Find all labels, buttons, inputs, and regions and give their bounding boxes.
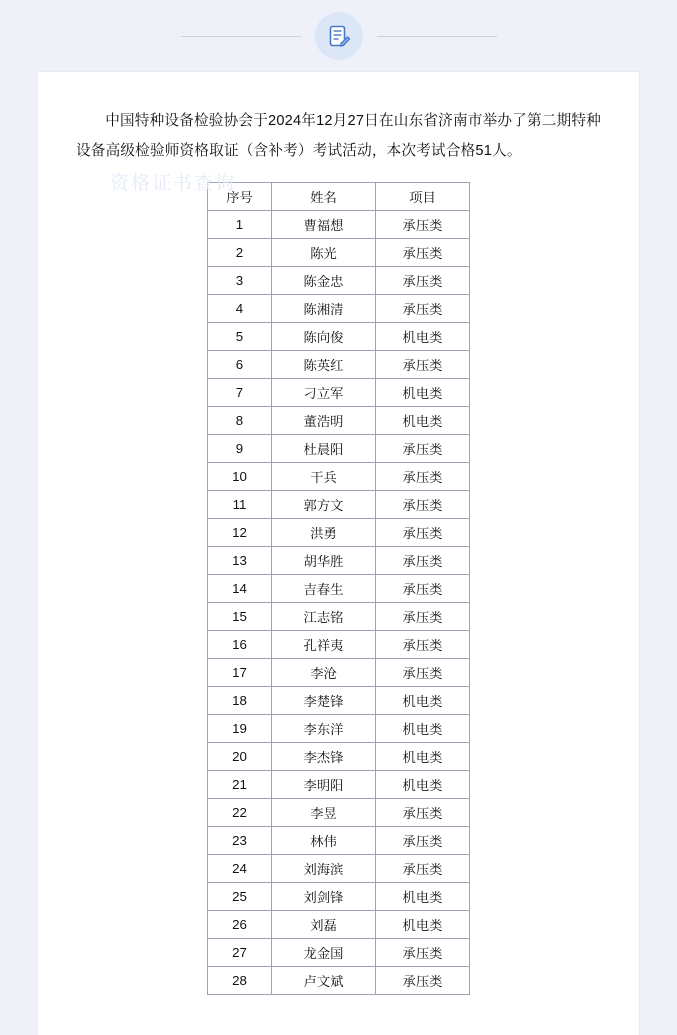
cell-index: 18 <box>208 687 272 715</box>
table-row <box>208 575 470 603</box>
cell-category: 承压类 <box>376 799 470 827</box>
cell-category: 承压类 <box>376 547 470 575</box>
qualified-candidates-table <box>207 182 470 995</box>
cell-index: 2 <box>208 239 272 267</box>
table-row <box>208 463 470 491</box>
cell-name: 陈金忠 <box>272 267 376 295</box>
cell-name: 刘海滨 <box>272 855 376 883</box>
cell-name: 陈光 <box>272 239 376 267</box>
table-row <box>208 435 470 463</box>
cell-name: 郭方文 <box>272 491 376 519</box>
column-header-index: 序号 <box>208 183 272 211</box>
table-row <box>208 267 470 295</box>
cell-name: 刁立军 <box>272 379 376 407</box>
cell-index: 24 <box>208 855 272 883</box>
cell-index: 26 <box>208 911 272 939</box>
cell-category: 机电类 <box>376 883 470 911</box>
column-header-category: 项目 <box>376 183 470 211</box>
cell-category: 机电类 <box>376 323 470 351</box>
cell-category: 机电类 <box>376 407 470 435</box>
cell-index: 14 <box>208 575 272 603</box>
table-row <box>208 743 470 771</box>
cell-name: 曹福想 <box>272 211 376 239</box>
cell-name: 刘剑锋 <box>272 883 376 911</box>
cell-index: 20 <box>208 743 272 771</box>
cell-name: 李沧 <box>272 659 376 687</box>
cell-name: 李昱 <box>272 799 376 827</box>
cell-category: 承压类 <box>376 855 470 883</box>
cell-index: 22 <box>208 799 272 827</box>
column-header-name: 姓名 <box>272 183 376 211</box>
cell-name: 林伟 <box>272 827 376 855</box>
cell-index: 12 <box>208 519 272 547</box>
cell-index: 1 <box>208 211 272 239</box>
cell-category: 机电类 <box>376 771 470 799</box>
cell-index: 11 <box>208 491 272 519</box>
cell-index: 3 <box>208 267 272 295</box>
table-row <box>208 547 470 575</box>
cell-category: 承压类 <box>376 631 470 659</box>
cell-index: 28 <box>208 967 272 995</box>
cell-index: 10 <box>208 463 272 491</box>
table-row <box>208 911 470 939</box>
cell-name: 李楚锋 <box>272 687 376 715</box>
cell-name: 刘磊 <box>272 911 376 939</box>
cell-name: 吉春生 <box>272 575 376 603</box>
cell-category: 机电类 <box>376 687 470 715</box>
cell-name: 卢文斌 <box>272 967 376 995</box>
cell-name: 孔祥夷 <box>272 631 376 659</box>
cell-index: 21 <box>208 771 272 799</box>
cell-index: 23 <box>208 827 272 855</box>
cell-category: 机电类 <box>376 715 470 743</box>
cell-name: 李杰锋 <box>272 743 376 771</box>
cell-category: 承压类 <box>376 435 470 463</box>
cell-index: 8 <box>208 407 272 435</box>
table-body <box>208 211 470 995</box>
table-row <box>208 855 470 883</box>
watermark-text: 资格证书查询 <box>110 173 237 194</box>
table-row <box>208 939 470 967</box>
cell-index: 27 <box>208 939 272 967</box>
cell-name: 陈湘清 <box>272 295 376 323</box>
cell-category: 承压类 <box>376 603 470 631</box>
cell-index: 25 <box>208 883 272 911</box>
table-header-row <box>208 183 470 211</box>
table-row <box>208 239 470 267</box>
cell-index: 19 <box>208 715 272 743</box>
table-row <box>208 379 470 407</box>
cell-category: 机电类 <box>376 379 470 407</box>
divider-left <box>181 36 301 37</box>
cell-category: 机电类 <box>376 743 470 771</box>
table-row <box>208 827 470 855</box>
table-row <box>208 603 470 631</box>
cell-index: 5 <box>208 323 272 351</box>
cell-category: 承压类 <box>376 295 470 323</box>
table-row <box>208 295 470 323</box>
cell-name: 杜晨阳 <box>272 435 376 463</box>
cell-category: 承压类 <box>376 659 470 687</box>
cell-name: 董浩明 <box>272 407 376 435</box>
table-row <box>208 799 470 827</box>
cell-category: 承压类 <box>376 239 470 267</box>
cell-name: 洪勇 <box>272 519 376 547</box>
table-row <box>208 771 470 799</box>
table-row <box>208 407 470 435</box>
cell-index: 4 <box>208 295 272 323</box>
cell-category: 承压类 <box>376 351 470 379</box>
document-edit-icon <box>315 12 363 60</box>
table-row <box>208 351 470 379</box>
cell-category: 承压类 <box>376 939 470 967</box>
cell-index: 16 <box>208 631 272 659</box>
cell-category: 承压类 <box>376 827 470 855</box>
cell-category: 机电类 <box>376 911 470 939</box>
cell-category: 承压类 <box>376 491 470 519</box>
table-row <box>208 883 470 911</box>
cell-index: 15 <box>208 603 272 631</box>
table-row <box>208 519 470 547</box>
cell-name: 胡华胜 <box>272 547 376 575</box>
table-row <box>208 967 470 995</box>
cell-category: 承压类 <box>376 463 470 491</box>
cell-index: 9 <box>208 435 272 463</box>
cell-index: 13 <box>208 547 272 575</box>
cell-name: 龙金国 <box>272 939 376 967</box>
cell-category: 承压类 <box>376 211 470 239</box>
cell-category: 承压类 <box>376 267 470 295</box>
cell-name: 陈向俊 <box>272 323 376 351</box>
table-row <box>208 687 470 715</box>
divider-right <box>377 36 497 37</box>
cell-name: 李东洋 <box>272 715 376 743</box>
cell-name: 江志铭 <box>272 603 376 631</box>
cell-name: 干兵 <box>272 463 376 491</box>
article-paragraph: 中国特种设备检验协会于2024年12月27日在山东省济南市举办了第二期特种设备高级检验师资格取证（含补考）考试活动，本次考试合格51人。 <box>76 113 601 159</box>
cell-index: 17 <box>208 659 272 687</box>
table-row <box>208 491 470 519</box>
table-row <box>208 323 470 351</box>
cell-index: 6 <box>208 351 272 379</box>
cell-category: 承压类 <box>376 575 470 603</box>
cell-category: 承压类 <box>376 519 470 547</box>
cell-name: 李明阳 <box>272 771 376 799</box>
cell-name: 陈英红 <box>272 351 376 379</box>
table-row <box>208 631 470 659</box>
cell-category: 承压类 <box>376 967 470 995</box>
table-row <box>208 715 470 743</box>
table-row <box>208 211 470 239</box>
document-sheet <box>38 72 639 1035</box>
header-decoration <box>0 0 677 72</box>
table-row <box>208 659 470 687</box>
cell-index: 7 <box>208 379 272 407</box>
